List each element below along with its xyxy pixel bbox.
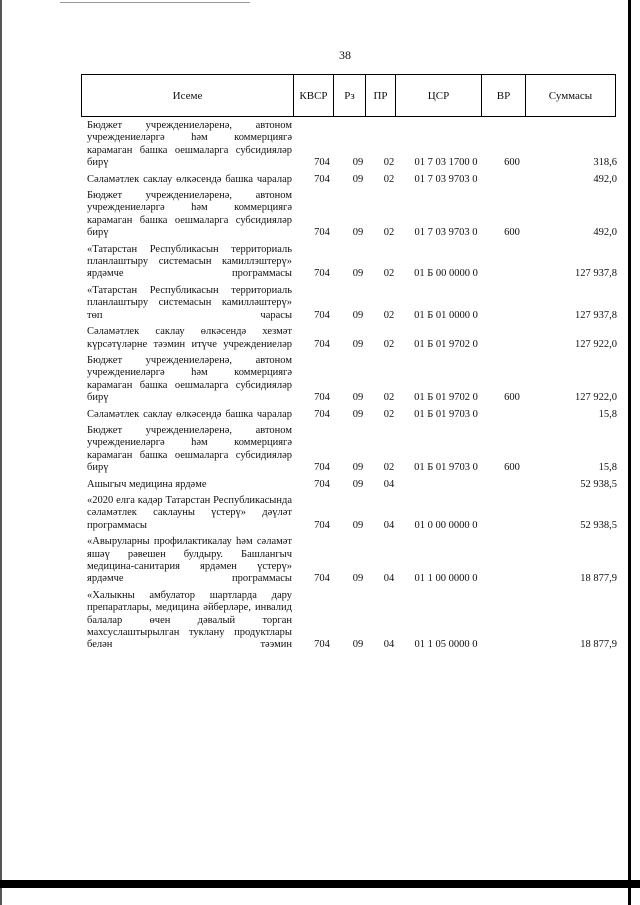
row-kvsr: 704 xyxy=(314,227,330,239)
row-name: Бюджет учреждениеләренә, автоном учреждениеләргә һәм коммерциягә карамаган башка оешмаларга субсидияләр бирү xyxy=(87,424,292,474)
scan-right-edge xyxy=(628,0,631,905)
row-rz: 09 xyxy=(352,573,364,585)
row-csr: 01 Б 01 0000 0 xyxy=(414,309,478,321)
row-csr: 01 Б 01 9702 0 xyxy=(414,392,478,404)
row-csr: 01 1 05 0000 0 xyxy=(414,639,478,651)
row-csr: 01 0 00 0000 0 xyxy=(414,519,478,531)
header-pr: ПР xyxy=(366,75,396,117)
row-csr: 01 7 03 1700 0 xyxy=(414,157,478,169)
row-kvsr: 704 xyxy=(314,573,330,585)
row-rz: 09 xyxy=(352,227,364,239)
row-rz: 09 xyxy=(352,462,364,474)
scan-bottom-bar xyxy=(0,880,640,888)
row-pr: 04 xyxy=(383,573,395,585)
row-sum: 492,0 xyxy=(593,227,617,239)
row-csr: 01 7 03 9703 0 xyxy=(414,227,478,239)
row-name: «2020 елга кадәр Татарстан Республикасында сәламәтлек саклауны үстерү» дәүләт программасы xyxy=(87,494,292,531)
header-rz: Рз xyxy=(334,75,366,117)
table-row xyxy=(87,495,617,532)
row-pr: 02 xyxy=(383,268,395,280)
table-row xyxy=(87,409,617,421)
table-row xyxy=(87,326,617,351)
row-csr: 01 Б 00 0000 0 xyxy=(414,268,478,280)
row-kvsr: 704 xyxy=(314,392,330,404)
row-rz: 09 xyxy=(352,478,364,490)
header-csr: ЦСР xyxy=(396,75,482,117)
row-csr: 01 Б 01 9703 0 xyxy=(414,408,478,420)
row-pr: 02 xyxy=(383,408,395,420)
row-name: Сәламәтлек саклау өлкәсендә башка чаралар xyxy=(87,173,292,185)
table-row xyxy=(87,425,617,475)
row-csr: 01 1 00 0000 0 xyxy=(414,573,478,585)
table-header xyxy=(81,74,616,117)
table-row xyxy=(87,174,617,186)
header-name: Исеме xyxy=(82,75,294,117)
row-kvsr: 704 xyxy=(314,519,330,531)
row-pr: 02 xyxy=(383,173,395,185)
row-kvsr: 704 xyxy=(314,173,330,185)
header-sum: Суммасы xyxy=(526,75,616,117)
table-row xyxy=(87,244,617,281)
scan-left-edge xyxy=(0,0,2,905)
row-rz: 09 xyxy=(352,338,364,350)
row-sum: 492,0 xyxy=(593,173,617,185)
row-sum: 127 922,0 xyxy=(575,338,617,350)
row-name: Ашыгыч медицина ярдәме xyxy=(87,478,207,490)
row-vr: 600 xyxy=(504,157,520,169)
row-name: «Авыруларны профилактикалау һәм сәламәт яшәү рәвешен булдыру. Башлангыч медицина-санитария ярдәмен үстерү» ярдәмче программасы xyxy=(87,536,292,585)
row-csr: 01 Б 01 9702 0 xyxy=(414,338,478,350)
row-pr: 02 xyxy=(383,338,395,350)
row-sum: 15,8 xyxy=(598,462,617,474)
row-kvsr: 704 xyxy=(314,309,330,321)
table-row xyxy=(87,355,617,405)
row-vr: 600 xyxy=(504,462,520,474)
header-vr: ВР xyxy=(482,75,526,117)
row-name: Сәламәтлек саклау өлкәсендә башка чаралар xyxy=(87,408,292,420)
row-name: Бюджет учреждениеләренә, автоном учреждениеләргә һәм коммерциягә карамаган башка оешмаларга субсидияләр бирү xyxy=(87,354,292,404)
row-rz: 09 xyxy=(352,639,364,651)
row-kvsr: 704 xyxy=(314,338,330,350)
row-pr: 02 xyxy=(383,462,395,474)
row-kvsr: 704 xyxy=(314,478,330,490)
row-csr: 01 Б 01 9703 0 xyxy=(414,462,478,474)
row-csr: 01 7 03 9703 0 xyxy=(414,173,478,185)
row-pr: 02 xyxy=(383,392,395,404)
row-sum: 18 877,9 xyxy=(580,573,617,585)
row-pr: 04 xyxy=(383,478,395,490)
row-name: «Татарстан Республикасын территориаль планлаштыру системасын камилләштерү» төп чарасы xyxy=(87,284,292,321)
row-rz: 09 xyxy=(352,173,364,185)
row-name: «Халыкны амбулатор шартларда дару препаратлары, медицина әйберләре, инвалид балалар өчен дәвалый торган махсуслаштырылган туклану продуктлары белән тәэмин xyxy=(87,589,292,651)
row-name: Сәламәтлек саклау өлкәсендә хезмәт күрсәтүләрне тәэмин итүче учреждениеләр xyxy=(87,326,292,350)
row-pr: 04 xyxy=(383,639,395,651)
row-pr: 02 xyxy=(383,309,395,321)
row-rz: 09 xyxy=(352,392,364,404)
row-name: Бюджет учреждениеләренә, автоном учреждениеләргә һәм коммерциягә карамаган башка оешмаларга субсидияләр бирү xyxy=(87,190,292,239)
row-kvsr: 704 xyxy=(314,462,330,474)
row-sum: 52 938,5 xyxy=(580,519,617,531)
row-kvsr: 704 xyxy=(314,157,330,169)
row-name: Бюджет учреждениеләренә, автоном учреждениеләргә һәм коммерциягә карамаган башка оешмаларга субсидияләр бирү xyxy=(87,120,292,169)
table-row xyxy=(87,190,617,240)
table-row xyxy=(87,285,617,322)
row-sum: 15,8 xyxy=(598,408,617,420)
table-row xyxy=(87,590,617,652)
table-row xyxy=(87,479,617,491)
row-rz: 09 xyxy=(352,268,364,280)
row-rz: 09 xyxy=(352,309,364,321)
row-sum: 18 877,9 xyxy=(580,639,617,651)
row-pr: 02 xyxy=(383,227,395,239)
scan-artifact-line xyxy=(60,2,250,3)
row-pr: 02 xyxy=(383,157,395,169)
row-sum: 127 922,0 xyxy=(575,392,617,404)
row-sum: 318,6 xyxy=(593,157,617,169)
row-vr: 600 xyxy=(504,392,520,404)
row-pr: 04 xyxy=(383,519,395,531)
table-row xyxy=(87,120,617,170)
row-name: «Татарстан Республикасын территориаль планлаштыру системасын камиллэштерү» ярдәмче программасы xyxy=(87,243,292,280)
header-kvsr: КВСР xyxy=(294,75,334,117)
row-vr: 600 xyxy=(504,227,520,239)
page-number: 38 xyxy=(339,48,351,62)
row-kvsr: 704 xyxy=(314,639,330,651)
row-kvsr: 704 xyxy=(314,268,330,280)
row-sum: 127 937,8 xyxy=(575,309,617,321)
row-rz: 09 xyxy=(352,408,364,420)
budget-rows xyxy=(87,120,617,656)
row-sum: 52 938,5 xyxy=(580,478,617,490)
row-kvsr: 704 xyxy=(314,408,330,420)
row-sum: 127 937,8 xyxy=(575,268,617,280)
table-row xyxy=(87,536,617,586)
row-rz: 09 xyxy=(352,157,364,169)
row-rz: 09 xyxy=(352,519,364,531)
